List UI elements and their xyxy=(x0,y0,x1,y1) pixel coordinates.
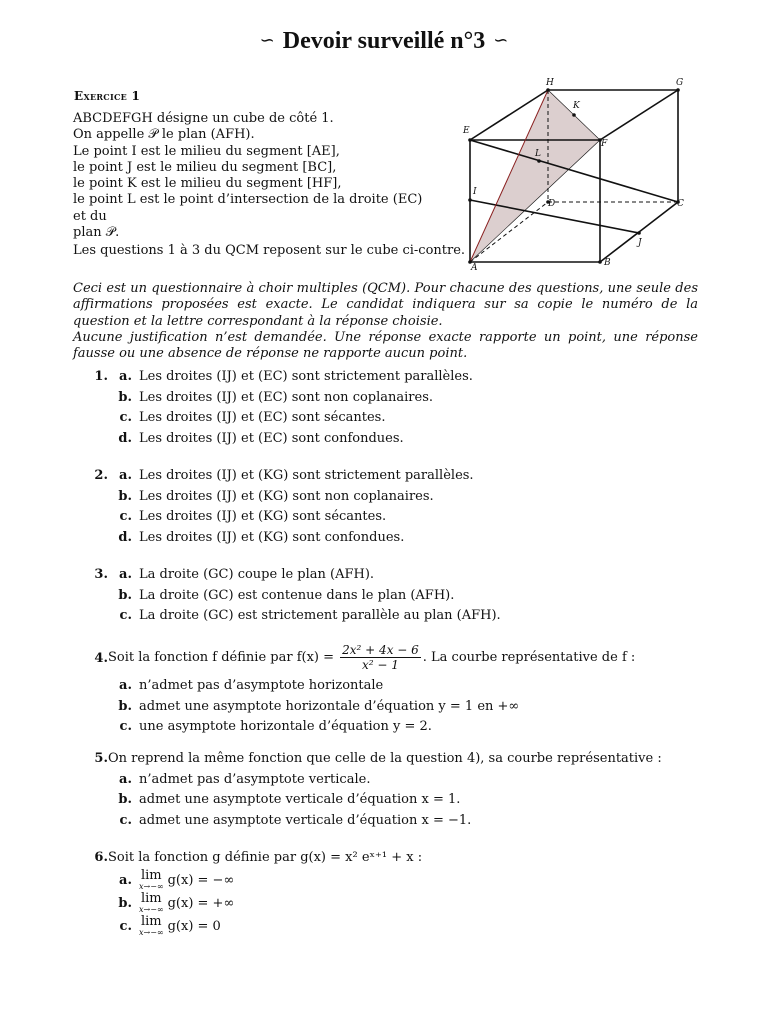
question-number: 1. xyxy=(94,369,108,384)
limit-value: g(x) = −∞ xyxy=(167,873,235,888)
option-letter: c. xyxy=(119,813,132,829)
option-letter: b. xyxy=(118,896,132,911)
limit-label: lim xyxy=(140,890,162,906)
point-e xyxy=(468,138,472,142)
limit-value: g(x) = 0 xyxy=(167,919,221,934)
label-k: K xyxy=(573,101,580,111)
label-a: A xyxy=(471,263,478,272)
option-row xyxy=(90,408,690,429)
option-row xyxy=(90,586,690,607)
limit-operator xyxy=(139,890,164,915)
option-letter: c. xyxy=(119,919,132,934)
option-text: Les droites (IJ) et (EC) sont non coplanaires. xyxy=(139,389,434,405)
question-6 xyxy=(90,847,690,938)
option-text: Les droites (IJ) et (KG) sont sécantes. xyxy=(139,509,387,525)
option-text xyxy=(139,892,234,915)
option-letter: c. xyxy=(119,608,132,624)
option-row xyxy=(90,811,690,832)
question-1 xyxy=(90,367,690,450)
limit-operator xyxy=(139,867,164,892)
edge-gf xyxy=(600,90,678,140)
option-row xyxy=(90,717,690,738)
option-row xyxy=(90,487,690,508)
option-letter: a. xyxy=(119,369,132,384)
label-e: E xyxy=(463,126,470,136)
point-l xyxy=(537,159,541,163)
ornament-right-icon: ∽ xyxy=(493,30,509,50)
ornament-left-icon: ∽ xyxy=(259,30,275,50)
option-text xyxy=(139,869,234,892)
option-row xyxy=(90,528,690,549)
intro-line: On appelle 𝒫 le plan (AFH). xyxy=(73,127,255,143)
point-i xyxy=(468,198,472,202)
option-row xyxy=(90,790,690,811)
question-stem xyxy=(108,643,635,672)
stem-after: . La courbe représentative de f : xyxy=(422,650,636,665)
point-k xyxy=(572,113,576,117)
question-3 xyxy=(90,565,690,627)
question-number: 6. xyxy=(94,850,108,865)
question-number: 5. xyxy=(94,751,108,766)
label-l: L xyxy=(535,149,541,159)
option-row xyxy=(90,606,690,627)
option-letter: b. xyxy=(118,488,132,504)
option-text: Les droites (IJ) et (KG) sont non coplanaires. xyxy=(139,488,434,504)
option-text: Les droites (IJ) et (EC) sont sécantes. xyxy=(139,410,386,426)
label-i: I xyxy=(473,187,477,197)
option-letter: b. xyxy=(118,792,132,808)
option-row xyxy=(90,466,690,487)
option-row xyxy=(90,697,690,718)
label-h: H xyxy=(546,78,554,88)
option-row xyxy=(90,892,690,915)
question-number: 2. xyxy=(94,468,108,483)
option-letter: c. xyxy=(119,719,132,735)
option-text: une asymptote horizontale d’équation y = 2. xyxy=(139,719,432,735)
point-j xyxy=(637,231,641,235)
limit-subscript: x→−∞ xyxy=(139,904,164,914)
page-title xyxy=(0,28,768,55)
option-text: n’admet pas d’asymptote verticale. xyxy=(139,771,371,787)
option-letter: b. xyxy=(118,587,132,603)
cube-figure xyxy=(455,72,695,272)
option-text: Les droites (IJ) et (KG) sont strictement parallèles. xyxy=(139,468,474,483)
option-text: Les droites (IJ) et (EC) sont confondues. xyxy=(139,431,404,447)
intro-line: le point J est le milieu du segment [BC], xyxy=(73,159,337,175)
option-row xyxy=(90,676,690,697)
intro-line: le point K est le milieu du segment [HF], xyxy=(73,176,342,192)
limit-subscript: x→−∞ xyxy=(139,881,164,891)
option-text: La droite (GC) coupe le plan (AFH). xyxy=(139,567,375,582)
option-letter: a. xyxy=(119,873,132,888)
option-row xyxy=(90,388,690,409)
label-b: B xyxy=(604,258,611,268)
question-number: 4. xyxy=(94,651,108,666)
label-j: J xyxy=(638,238,642,248)
label-f: F xyxy=(601,139,608,149)
option-text xyxy=(139,915,221,938)
intro-line: le point L est le point d’intersection de la droite (EC) et du xyxy=(73,192,423,224)
question-number: 3. xyxy=(94,567,108,582)
question-5 xyxy=(90,749,690,832)
questions-intro: Les questions 1 à 3 du QCM reposent sur le cube ci-contre. xyxy=(73,243,466,258)
exercise-intro xyxy=(73,111,438,241)
option-letter: a. xyxy=(119,468,132,483)
question-stem: On reprend la même fonction que celle de la question 4), sa courbe représentative : xyxy=(108,751,662,766)
point-g xyxy=(676,88,680,92)
option-letter: a. xyxy=(119,678,132,693)
intro-line: ABCDEFGH désigne un cube de côté 1. xyxy=(73,111,334,126)
option-row xyxy=(90,915,690,938)
limit-label: lim xyxy=(140,867,162,883)
instructions-paragraph: Aucune justification n’est demandée. Une réponse exacte rapporte un point, une réponse fausse ou une absence de réponse ne rapporte aucun point. xyxy=(73,329,698,362)
question-4 xyxy=(90,640,690,738)
label-c: C xyxy=(677,199,684,209)
question-2 xyxy=(90,466,690,549)
fraction xyxy=(340,643,421,672)
point-h xyxy=(546,88,550,92)
option-text: admet une asymptote horizontale d’équation y = 1 en +∞ xyxy=(139,698,520,714)
option-text: Les droites (IJ) et (EC) sont strictement parallèles. xyxy=(139,369,473,384)
exercise-heading: Exercice 1 xyxy=(74,89,141,103)
stem-before: Soit la fonction f définie par f(x) = xyxy=(108,650,335,665)
qcm-instructions xyxy=(73,281,698,362)
option-letter: a. xyxy=(119,567,132,582)
option-row xyxy=(90,770,690,791)
limit-subscript: x→−∞ xyxy=(139,927,164,937)
instructions-paragraph: Ceci est un questionnaire à choir multiples (QCM). Pour chacune des questions, une seule des affirmations proposées est exacte. Le candidat indiquera sur sa copie le numéro de la question et la lettre correspondant à la réponse choisie. xyxy=(73,281,698,329)
option-letter: b. xyxy=(118,389,132,405)
option-row xyxy=(90,367,690,388)
option-row xyxy=(90,869,690,892)
title-text: Devoir surveillé n°3 xyxy=(282,28,486,54)
option-text: La droite (GC) est strictement parallèle au plan (AFH). xyxy=(139,608,501,624)
option-text: Les droites (IJ) et (KG) sont confondues. xyxy=(139,530,405,546)
label-d: D xyxy=(548,199,556,209)
label-g: G xyxy=(676,78,684,88)
intro-line: plan 𝒫. xyxy=(73,225,120,241)
option-row xyxy=(90,507,690,528)
point-b xyxy=(598,260,602,264)
limit-operator xyxy=(139,913,164,938)
option-letter: b. xyxy=(118,698,132,714)
question-stem: Soit la fonction g définie par g(x) = x² eˣ⁺¹ + x : xyxy=(108,850,423,865)
intro-line: Le point I est le milieu du segment [AE], xyxy=(73,143,340,159)
option-text: n’admet pas d’asymptote horizontale xyxy=(139,678,384,693)
option-text: La droite (GC) est contenue dans le plan (AFH). xyxy=(139,587,455,603)
option-text: admet une asymptote verticale d’équation x = 1. xyxy=(139,792,461,808)
option-letter: d. xyxy=(118,530,132,546)
option-letter: a. xyxy=(119,771,132,787)
plane-afh-shading xyxy=(470,90,600,262)
option-letter: c. xyxy=(119,410,132,426)
option-row xyxy=(90,565,690,586)
fraction-numerator: 2x² + 4x − 6 xyxy=(342,643,419,657)
fraction-denominator: x² − 1 xyxy=(362,658,399,672)
limit-label: lim xyxy=(140,913,162,929)
option-row xyxy=(90,429,690,450)
limit-value: g(x) = +∞ xyxy=(167,896,235,911)
option-letter: d. xyxy=(118,431,132,447)
option-text: admet une asymptote verticale d’équation x = −1. xyxy=(139,813,472,829)
option-letter: c. xyxy=(119,509,132,525)
